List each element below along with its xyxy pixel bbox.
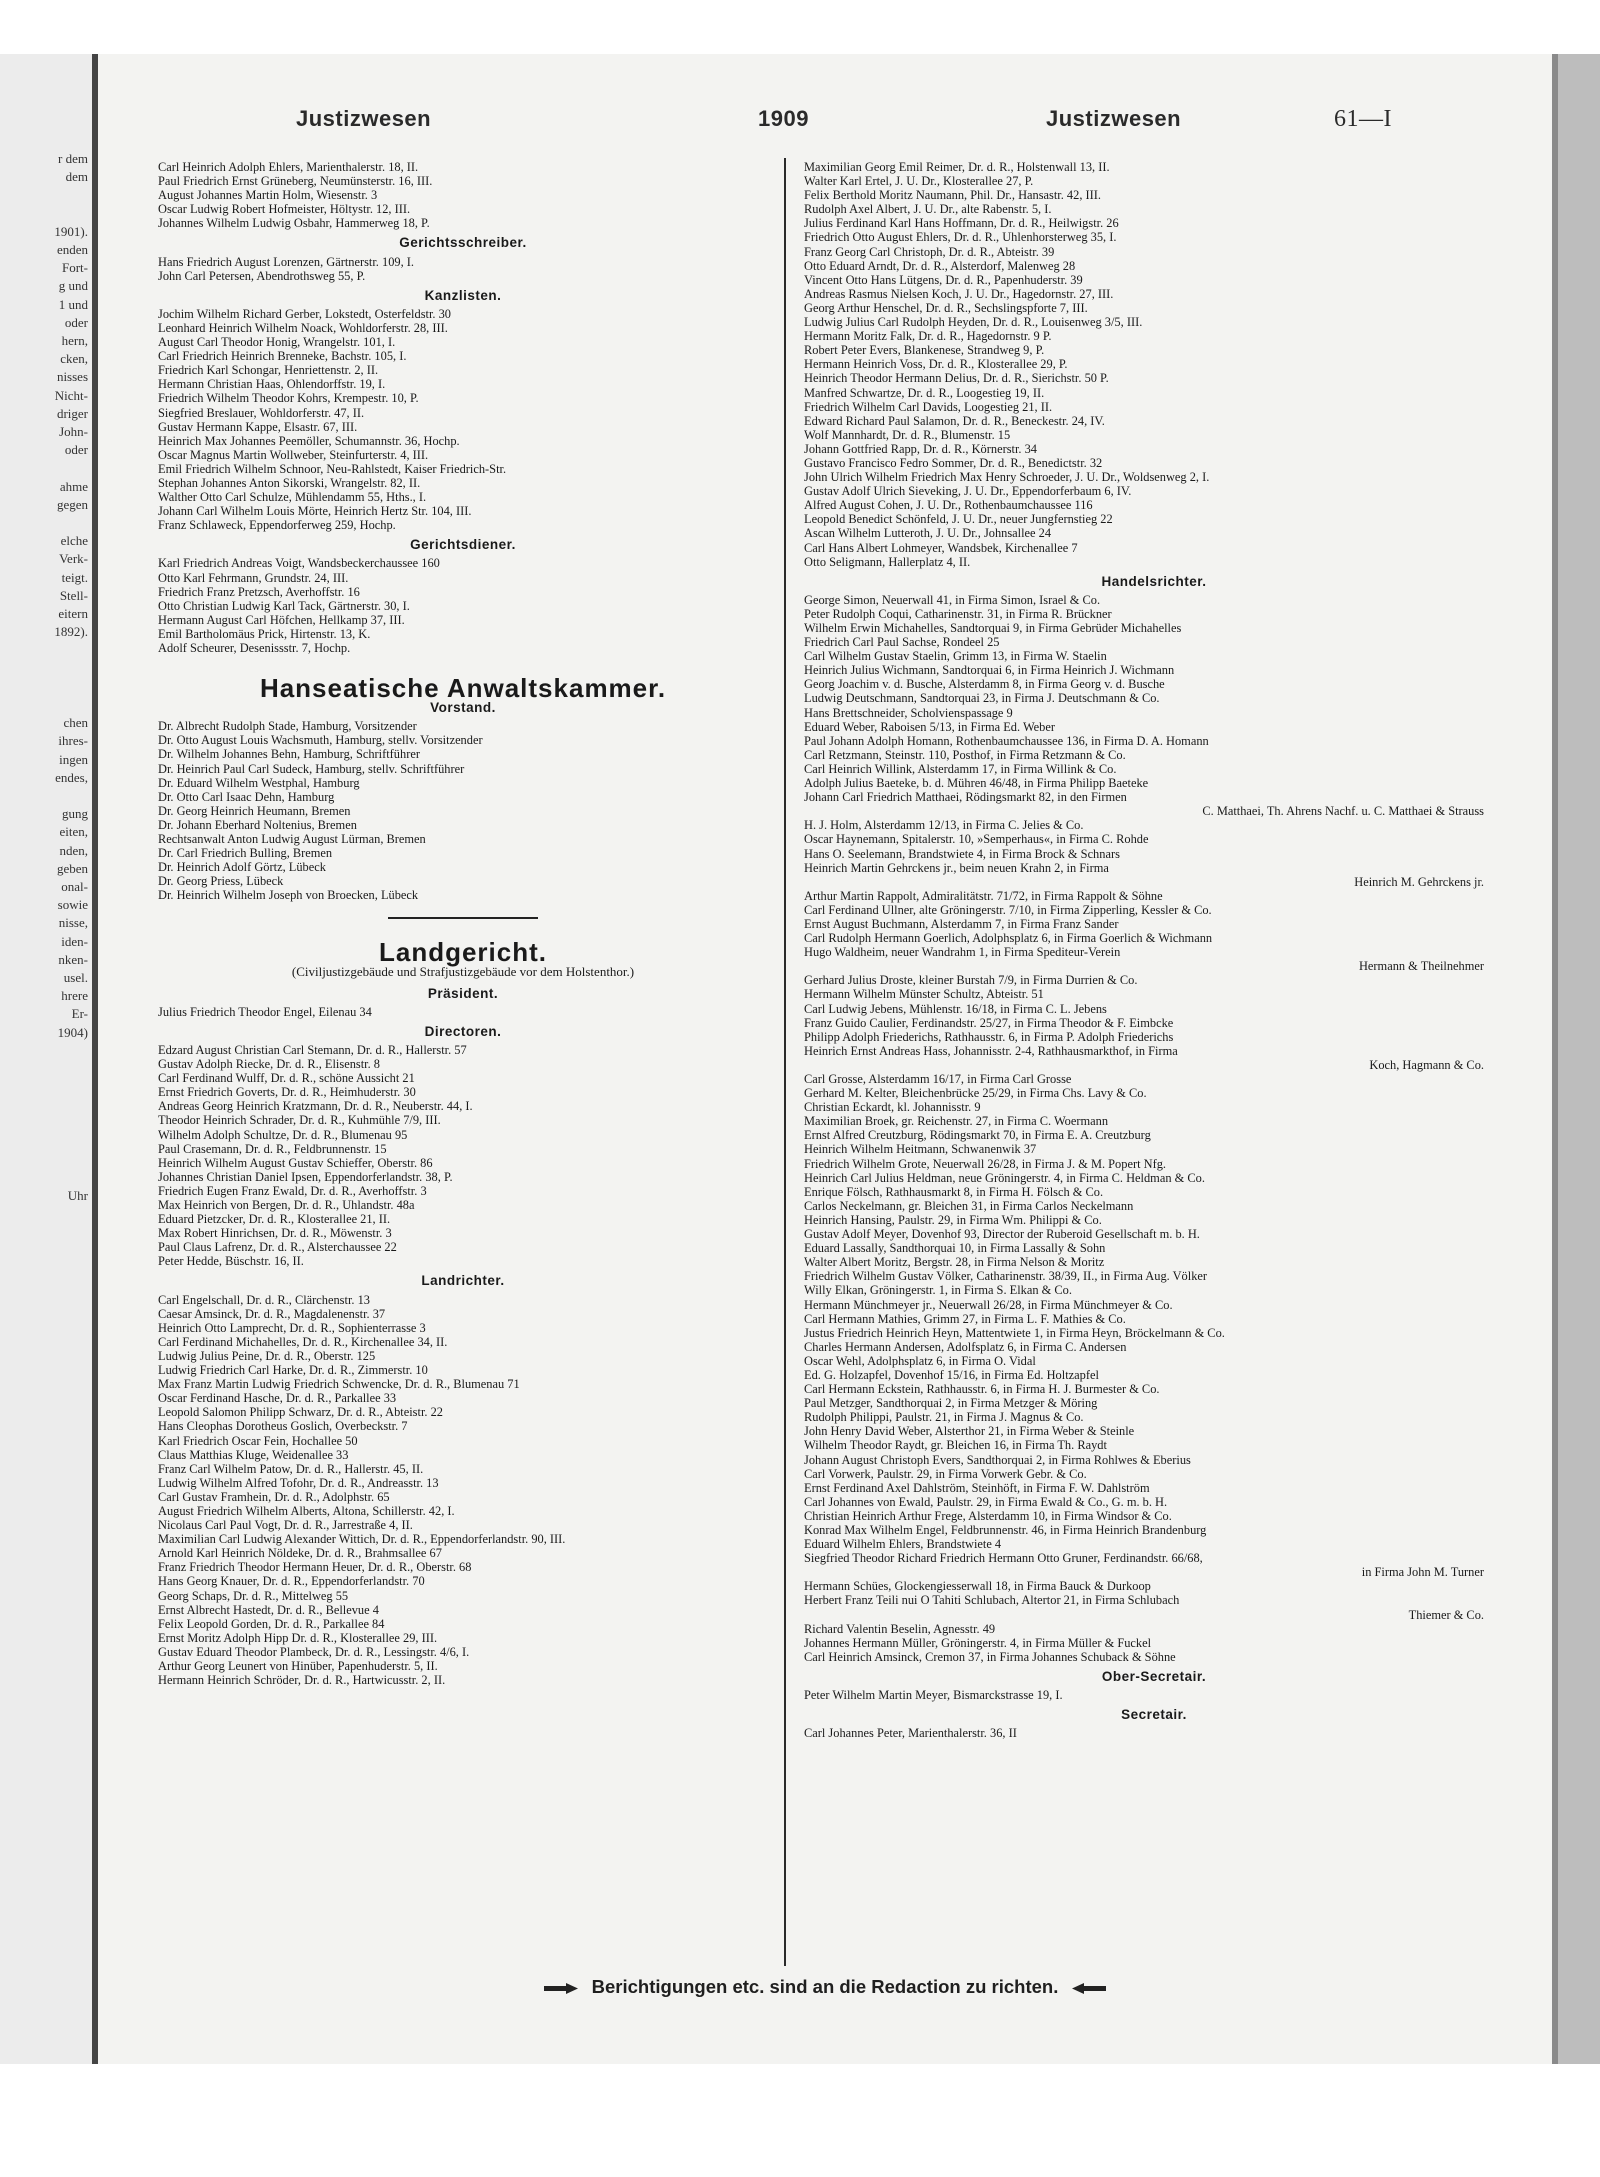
directory-entry: Karl Friedrich Oscar Fein, Hochallee 50 [158,1433,358,1448]
directory-entry: Friedrich Karl Schongar, Henriettenstr. 2, II. [158,363,379,378]
directory-entry: Oscar Ludwig Robert Hofmeister, Höltystr. 12, III. [158,202,411,217]
directory-entry: Arthur Martin Rappolt, Admiralitätstr. 71/72, in Firma Rappolt & Söhne [804,888,1163,903]
page [98,54,1552,2064]
directory-entry: August Carl Theodor Honig, Wrangelstr. 101, I. [158,335,396,350]
directory-entry: Emil Bartholomäus Prick, Hirtenstr. 13, K. [158,626,371,641]
directory-entry: Otto Eduard Arndt, Dr. d. R., Alsterdorf, Malenweg 28 [804,258,1076,273]
directory-entry: Arthur Georg Leunert von Hinüber, Papenhuderstr. 5, II. [158,1659,438,1673]
directory-entry: John Carl Petersen, Abendrothsweg 55, P. [158,268,366,283]
directory-entry: Dr. Georg Heinrich Heumann, Bremen [158,803,351,818]
directory-entry: Stephan Johannes Anton Sikorski, Wrangelstr. 82, II. [158,475,421,490]
facing-page-fragment: Fort- [62,260,88,276]
pointing-hand-right-icon [544,1983,578,1994]
directory-entry: Georg Arthur Henschel, Dr. d. R., Sechslingspforte 7, III. [804,300,1088,315]
entry-continuation: Hermann & Theilnehmer [1358,959,1484,974]
directory-entry: Hans Cleophas Dorotheus Goslich, Overbeckstr. 7 [158,1419,408,1434]
directory-entry: Vincent Otto Hans Lütgens, Dr. d. R., Papenhuderstr. 39 [804,272,1083,287]
directory-entry: Peter Hedde, Büschstr. 16, II. [158,1254,304,1269]
directory-entry: Carl Ferdinand Michahelles, Dr. d. R., Kirchenallee 34, II. [158,1334,448,1349]
facing-page-fragment: 1 und [58,296,88,312]
running-header [98,106,1552,136]
directory-entry: Wilhelm Theodor Raydt, gr. Bleichen 16, in Firma Th. Raydt [804,1438,1107,1453]
directory-entry: Maximilian Carl Ludwig Alexander Wittich, Dr. d. R., Eppendorferlandstr. 90, III. [158,1532,566,1547]
directory-entry: Ernst Ferdinand Axel Dahlström, Steinhöft, in Firma F. W. Dahlström [804,1480,1150,1495]
directory-entry: Leopold Benedict Schönfeld, J. U. Dr., neuer Jungfernstieg 22 [804,512,1113,527]
directory-entry: Hugo Waldheim, neuer Wandrahm 1, in Firma Spediteur-Verein [804,945,1121,960]
directory-entry: Johannes Wilhelm Ludwig Osbahr, Hammerweg 18, P. [158,216,430,231]
directory-entry: Oscar Ferdinand Hasche, Dr. d. R., Parkallee 33 [158,1391,397,1406]
directory-entry: Carl Heinrich Willink, Alsterdamm 17, in Firma Willink & Co. [804,761,1117,776]
facing-page-fragment: geben [56,860,88,876]
directory-entry: Arnold Karl Heinrich Nöldeke, Dr. d. R., Brahmsallee 67 [158,1546,442,1561]
directory-entry: Franz Georg Carl Christoph, Dr. d. R., Abteistr. 39 [804,244,1055,259]
directory-entry: Heinrich Carl Julius Heldman, neue Gröningerstr. 4, in Firma C. Heldman & Co. [804,1170,1205,1185]
directory-entry: Hermann Moritz Falk, Dr. d. R., Hagedornstr. 9 P. [804,329,1052,344]
directory-entry: Willy Elkan, Gröningerstr. 1, in Firma S. Elkan & Co. [804,1283,1072,1298]
directory-entry: Carl Hans Albert Lohmeyer, Wandsbek, Kirchenallee 7 [804,540,1078,555]
directory-entry: Konrad Max Wilhelm Engel, Feldbrunnenstr. 46, in Firma Heinrich Brandenburg [804,1523,1207,1537]
directory-entry: Dr. Heinrich Adolf Görtz, Lübeck [158,860,326,875]
facing-page-fragment: nden, [59,842,88,858]
directory-entry: Otto Karl Fehrmann, Grundstr. 24, III. [158,570,349,585]
directory-entry: Andreas Georg Heinrich Kratzmann, Dr. d. R., Neuberstr. 44, I. [158,1099,473,1114]
directory-entry: Robert Peter Evers, Blankenese, Strandweg 9, P. [804,343,1045,358]
directory-entry: Johann Carl Wilhelm Louis Mörte, Heinrich Hertz Str. 104, III. [158,504,472,519]
directory-entry: Carl Heinrich Adolph Ehlers, Marienthalerstr. 18, II. [158,160,419,174]
directory-entry: Gustav Hermann Kappe, Elsastr. 67, III. [158,419,358,434]
directory-entry: Andreas Rasmus Nielsen Koch, J. U. Dr., Hagedornstr. 27, III. [804,286,1114,301]
directory-entry: Carl Ferdinand Wulff, Dr. d. R., schöne Aussicht 21 [158,1071,415,1086]
scan-right-margin [1552,54,1600,2064]
column-divider [784,158,786,1966]
page-edge [1552,54,1558,2064]
directory-entry: Maximilian Broek, gr. Reichenstr. 27, in Firma C. Woermann [804,1114,1109,1129]
directory-entry: Gustavo Francisco Fedro Sommer, Dr. d. R., Benedictstr. 32 [804,455,1103,470]
facing-page-fragment: hern, [61,333,88,348]
directory-entry: Peter Rudolph Coqui, Catharinenstr. 31, in Firma R. Brückner [804,606,1112,621]
directory-entry: Enrique Fölsch, Rathhausmarkt 8, in Firma H. Fölsch & Co. [804,1184,1104,1199]
directory-entry: Carl Hermann Mathies, Grimm 27, in Firma L. F. Mathies & Co. [804,1311,1126,1326]
entry-continuation: Heinrich M. Gehrckens jr. [1354,874,1484,889]
directory-entry: Ludwig Julius Carl Rudolph Heyden, Dr. d. R., Louisenweg 3/5, III. [804,315,1143,330]
directory-entry: Carl Ludwig Jebens, Mühlenstr. 16/18, in Firma C. L. Jebens [804,1001,1107,1016]
directory-entry: Alfred August Cohen, J. U. Dr., Rothenbaumchaussee 116 [804,498,1093,513]
facing-page-fragment: hrere [61,988,88,1004]
directory-entry: Walther Otto Carl Schulze, Mühlendamm 55, Hths., I. [158,490,427,505]
section-heading: Handelsrichter. [1101,573,1207,589]
directory-entry: Nicolaus Carl Paul Vogt, Dr. d. R., Jarrestraße 4, II. [158,1518,413,1533]
directory-entry: Carl Ferdinand Ullner, alte Gröningerstr. 7/10, in Firma Zipperling, Kessler & Co. [804,902,1212,917]
directory-entry: Paul Claus Lafrenz, Dr. d. R., Alsterchaussee 22 [158,1240,397,1255]
header-right: Justizwesen [1046,106,1182,131]
directory-entry: Carl Johannes Peter, Marienthalerstr. 36, II [804,1726,1017,1741]
directory-entry: Friedrich Otto August Ehlers, Dr. d. R., Uhlenhorsterweg 35, I. [804,230,1117,245]
directory-entry: Johannes Hermann Müller, Gröningerstr. 4, in Firma Müller & Fuckel [804,1635,1152,1650]
section-heading: Ober-Secretair. [1101,1668,1207,1684]
directory-entry: Carlos Neckelmann, gr. Bleichen 31, in Firma Carlos Neckelmann [804,1198,1134,1213]
section-heading: Gerichtsdiener. [410,537,516,553]
facing-page-fragment: usel. [63,970,88,985]
directory-entry: Justus Friedrich Heinrich Heyn, Mattentwiete 1, in Firma Heyn, Bröckelmann & Co. [804,1325,1225,1340]
section-heading: Secretair. [1121,1707,1187,1723]
directory-entry: Carl Hermann Eckstein, Rathhausstr. 6, in Firma H. J. Burmester & Co. [804,1382,1160,1397]
facing-page-fragment: ihres- [58,733,88,749]
directory-entry: Max Heinrich von Bergen, Dr. d. R., Uhlandstr. 48a [158,1198,415,1212]
directory-entry: Carl Vorwerk, Paulstr. 29, in Firma Vorwerk Gebr. & Co. [804,1466,1087,1481]
directory-entry: Dr. Johann Eberhard Noltenius, Bremen [158,817,357,832]
directory-entry: Ernst Alfred Creutzburg, Rödingsmarkt 70, in Firma E. A. Creutzburg [804,1128,1151,1143]
directory-entry: Carl Heinrich Amsinck, Cremon 37, in Firma Johannes Schuback & Söhne [804,1649,1176,1664]
directory-entry: Dr. Georg Priess, Lübeck [158,874,284,889]
directory-entry: Otto Christian Ludwig Karl Tack, Gärtnerstr. 30, I. [158,598,410,613]
directory-entry: Hermann Schües, Glockengiesserwall 18, in Firma Bauck & Durkoop [804,1579,1151,1594]
directory-entry: Hans O. Seelemann, Brandstwiete 4, in Firma Brock & Schnars [804,846,1120,861]
facing-page-fragment: gung [62,806,88,822]
directory-entry: Heinrich Ernst Andreas Hass, Johannisstr. 2-4, Rathhausmarkthof, in Firma [804,1043,1178,1058]
directory-entry: Ernst Moritz Adolph Hipp Dr. d. R., Klosterallee 29, III. [158,1630,438,1645]
directory-entry: Siegfried Theodor Richard Friedrich Hermann Otto Gruner, Ferdinandstr. 66/68, [804,1551,1203,1566]
directory-entry: Johann August Christoph Evers, Sandthorquai 2, in Firma Rohlwes & Eberius [804,1452,1191,1467]
directory-entry: Felix Berthold Moritz Naumann, Phil. Dr., Hansastr. 42, III. [804,188,1101,203]
directory-entry: Dr. Carl Friedrich Bulling, Bremen [158,846,333,861]
directory-entry: Christian Eckardt, kl. Johannisstr. 9 [804,1100,981,1115]
facing-page-fragment: cken, [60,351,88,367]
facing-page-fragment: ahme [59,478,88,494]
directory-entry: Rudolph Philippi, Paulstr. 21, in Firma J. Magnus & Co. [804,1410,1084,1425]
directory-entry: Gustav Eduard Theodor Plambeck, Dr. d. R., Lessingstr. 4/6, I. [158,1644,470,1659]
directory-entry: Gerhard Julius Droste, kleiner Burstah 7/9, in Firma Durrien & Co. [804,973,1138,988]
facing-page-fragment: Er- [71,1006,88,1022]
directory-entry: Friedrich Carl Paul Sachse, Rondeel 25 [804,635,1000,650]
directory-entry: Felix Leopold Gorden, Dr. d. R., Parkallee 84 [158,1616,385,1631]
directory-entry: John Henry David Weber, Alsterthor 21, in Firma Weber & Steinle [804,1424,1135,1439]
directory-entry: Wilhelm Erwin Michahelles, Sandtorquai 9, in Firma Gebrüder Michahelles [804,621,1182,635]
facing-page-fragment: r dem [58,151,88,166]
directory-entry: Friedrich Wilhelm Grote, Neuerwall 26/28, in Firma J. & M. Popert Nfg. [804,1156,1166,1171]
directory-entry: Friedrich Wilhelm Carl Davids, Loogestieg 21, II. [804,399,1053,414]
directory-entry: Philipp Adolph Friederichs, Rathhausstr. 6, in Firma P. Adolph Friederichs [804,1029,1174,1044]
directory-entry: Wilhelm Adolph Schultze, Dr. d. R., Blumenau 95 [158,1127,408,1142]
directory-entry: Gustav Adolph Riecke, Dr. d. R., Elisenstr. 8 [158,1057,380,1072]
facing-page-fragment: teigt. [61,569,88,585]
directory-entry: George Simon, Neuerwall 41, in Firma Simon, Israel & Co. [804,592,1101,607]
directory-entry: Dr. Eduard Wilhelm Westphal, Hamburg [158,775,360,790]
directory-entry: Julius Friedrich Theodor Engel, Eilenau 34 [158,1004,372,1019]
directory-entry: Eduard Weber, Raboisen 5/13, in Firma Ed. Weber [804,719,1055,734]
facing-page-fragment: nken- [58,951,88,967]
directory-entry: Dr. Otto Carl Isaac Dehn, Hamburg [158,789,335,804]
directory-entry: Caesar Amsinck, Dr. d. R., Magdalenenstr. 37 [158,1306,386,1321]
directory-entry: Julius Ferdinand Karl Hans Hoffmann, Dr. d. R., Heilwigstr. 26 [804,216,1119,231]
facing-page-fragment: Uhr [67,1188,88,1204]
facing-page-fragment: eiten, [59,824,88,840]
directory-entry: Friedrich Franz Pretzsch, Averhoffstr. 16 [158,584,360,599]
facing-page-fragment: Verk- [59,551,88,567]
directory-entry: Christian Heinrich Arthur Frege, Alsterdamm 10, in Firma Windsor & Co. [804,1508,1172,1523]
section-heading: Kanzlisten. [424,287,502,303]
directory-entry: H. J. Holm, Alsterdamm 12/13, in Firma C. Jelies & Co. [804,818,1084,833]
directory-entry: Karl Friedrich Andreas Voigt, Wandsbeckerchaussee 160 [158,556,440,571]
directory-entry: Heinrich Max Johannes Peemöller, Schumannstr. 36, Hochp. [158,433,460,448]
directory-entry: Hermann Heinrich Voss, Dr. d. R., Klosterallee 29, P. [804,357,1068,372]
entry-continuation: C. Matthaei, Th. Ahrens Nachf. u. C. Matthaei & Strauss [1202,804,1484,819]
directory-entry: Max Robert Hinrichsen, Dr. d. R., Möwenstr. 3 [158,1226,392,1241]
directory-entry: Leopold Salomon Philipp Schwarz, Dr. d. R., Abteistr. 22 [158,1405,443,1420]
scan-bottom-margin [0,2064,1600,2177]
directory-entry: Ernst Albrecht Hastedt, Dr. d. R., Bellevue 4 [158,1602,379,1617]
directory-entry: Paul Johann Adolph Homann, Rothenbaumchaussee 136, in Firma D. A. Homann [804,733,1209,748]
facing-page-fragment: 1901). [54,223,88,239]
facing-page-strip [0,54,98,2064]
directory-entry: Eduard Pietzcker, Dr. d. R., Klosterallee 21, II. [158,1212,391,1227]
directory-entry: Hermann Münchmeyer jr., Neuerwall 26/28, in Firma Münchmeyer & Co. [804,1297,1173,1312]
facing-page-fragment: oder [64,314,88,330]
directory-entry: Ludwig Friedrich Carl Harke, Dr. d. R., Zimmerstr. 10 [158,1363,428,1378]
entry-continuation: Koch, Hagmann & Co. [1369,1057,1484,1072]
facing-page-fragment: ingen [59,751,88,767]
directory-entry: Richard Valentin Beselin, Agnesstr. 49 [804,1621,996,1636]
facing-page-fragment: iden- [61,933,88,949]
directory-entry: Oscar Haynemann, Spitalerstr. 10, »Semperhaus«, in Firma C. Rohde [804,832,1149,847]
directory-entry: Johann Carl Friedrich Matthaei, Rödingsmarkt 82, in den Firmen [804,790,1127,805]
directory-entry: Dr. Heinrich Wilhelm Joseph von Broecken, Lübeck [158,888,419,903]
directory-entry: Franz Friedrich Theodor Hermann Heuer, Dr. d. R., Oberstr. 68 [158,1560,472,1575]
directory-entry: Hermann August Carl Höfchen, Hellkamp 37, III. [158,612,405,627]
facing-page-fragment: sowie [57,897,88,913]
directory-entry: Paul Metzger, Sandthorquai 2, in Firma Metzger & Möring [804,1396,1098,1411]
directory-entry: Hans Brettschneider, Scholvienspassage 9 [804,705,1013,720]
header-left: Justizwesen [296,106,432,131]
directory-entry: Gustav Adolf Meyer, Dovenhof 93, Director der Ruberoid Gesellschaft m. b. H. [804,1227,1200,1242]
right-column [804,160,1504,1740]
left-column [158,160,768,1687]
directory-entry: Carl Rudolph Hermann Goerlich, Adolphsplatz 6, in Firma Goerlich & Wichmann [804,931,1213,946]
section-heading: Vorstand. [430,700,496,716]
directory-entry: Rechtsanwalt Anton Ludwig August Lürman, Bremen [158,832,426,847]
directory-entry: Carl Johannes von Ewald, Paulstr. 29, in Firma Ewald & Co., G. m. b. H. [804,1494,1168,1509]
directory-entry: Ernst Friedrich Goverts, Dr. d. R., Heimhuderstr. 30 [158,1085,416,1100]
directory-entry: Maximilian Georg Emil Reimer, Dr. d. R., Holstenwall 13, II. [804,160,1110,174]
directory-entry: Ascan Wilhelm Lutteroth, J. U. Dr., Johnsallee 24 [804,526,1052,541]
directory-entry: Adolph Julius Baeteke, b. d. Mühren 46/48, in Firma Philipp Baeteke [804,776,1149,791]
directory-entry: Heinrich Martin Gehrckens jr., beim neuen Krahn 2, in Firma [804,860,1109,875]
header-year: 1909 [758,106,809,131]
directory-entry: Friedrich Wilhelm Theodor Kohrs, Krempestr. 10, P. [158,391,419,406]
facing-page-fragment: onal- [61,879,88,894]
facing-page-fragment: elche [60,533,88,549]
entry-continuation: in Firma John M. Turner [1361,1565,1484,1580]
directory-entry: Carl Grosse, Alsterdamm 16/17, in Firma Carl Grosse [804,1072,1072,1086]
directory-entry: Georg Joachim v. d. Busche, Alsterdamm 8, in Firma Georg v. d. Busche [804,677,1165,692]
main-heading: Hanseatische Anwaltskammer. [259,673,667,704]
facing-page-fragment: 1892). [54,624,88,640]
directory-entry: Carl Gustav Framhein, Dr. d. R., Adolphstr. 65 [158,1489,390,1504]
directory-entry: Franz Carl Wilhelm Patow, Dr. d. R., Hallerstr. 45, II. [158,1461,424,1476]
scan-top-margin [0,0,1600,54]
directory-entry: Paul Crasemann, Dr. d. R., Feldbrunnenstr. 15 [158,1141,387,1156]
directory-entry: Gustav Adolf Ulrich Sieveking, J. U. Dr., Eppendorferbaum 6, IV. [804,484,1132,499]
directory-entry: Walter Karl Ertel, J. U. Dr., Klosterallee 27, P. [804,174,1034,189]
directory-entry: Franz Schlaweck, Eppendorferweg 259, Hochp. [158,518,396,533]
directory-entry: Otto Seligmann, Hallerplatz 4, II. [804,554,971,569]
directory-entry: Theodor Heinrich Schrader, Dr. d. R., Kuhmühle 7/9, III. [158,1113,441,1128]
directory-entry: John Ulrich Wilhelm Friedrich Max Henry Schroeder, J. U. Dr., Woldsenweg 2, I. [804,470,1210,485]
directory-entry: Eduard Wilhelm Ehlers, Brandstwiete 4 [804,1537,1002,1552]
directory-entry: Heinrich Theodor Hermann Delius, Dr. d. R., Sierichstr. 50 P. [804,371,1109,386]
section-heading: Directoren. [424,1023,502,1039]
facing-page-fragment: chen [63,715,88,731]
directory-entry: August Friedrich Wilhelm Alberts, Altona, Schillerstr. 42, I. [158,1503,455,1518]
directory-entry: Gerhard M. Kelter, Bleichenbrücke 25/29, in Firma Chs. Lavy & Co. [804,1086,1147,1101]
facing-page-fragment: gegen [56,496,88,512]
directory-entry: Ludwig Wilhelm Alfred Tofohr, Dr. d. R., Andreasstr. 13 [158,1475,439,1490]
directory-entry: Hermann Christian Haas, Ohlendorffstr. 19, I. [158,377,386,392]
footer-text: Berichtigungen etc. sind an die Redaction zu richten. [591,1976,1059,1997]
directory-entry: Johannes Christian Daniel Ipsen, Eppendorferlandstr. 38, P. [158,1169,453,1184]
directory-entry: Emil Friedrich Wilhelm Schnoor, Neu-Rahlstedt, Kaiser Friedrich-Str. [158,461,507,476]
directory-entry: Paul Friedrich Ernst Grüneberg, Neumünsterstr. 16, III. [158,174,433,189]
directory-entry: Charles Hermann Andersen, Adolfsplatz 6, in Firma C. Andersen [804,1339,1127,1354]
directory-entry: Heinrich Otto Lamprecht, Dr. d. R., Sophienterrasse 3 [158,1320,426,1335]
directory-entry: Georg Schaps, Dr. d. R., Mittelweg 55 [158,1588,349,1603]
facing-page-fragment: g und [58,278,88,294]
facing-page-fragment: eitern [58,606,88,621]
directory-entry: Adolf Scheurer, Desenissstr. 7, Hochp. [158,641,351,655]
directory-entry: Jochim Wilhelm Richard Gerber, Lokstedt, Osterfeldstr. 30 [158,306,451,321]
directory-entry: Heinrich Julius Wichmann, Sandtorquai 6, in Firma Heinrich J. Wichmann [804,663,1175,678]
directory-entry: Manfred Schwartze, Dr. d. R., Loogestieg 19, II. [804,385,1045,400]
directory-entry: Hermann Wilhelm Münster Schultz, Abteistr. 51 [804,987,1044,1002]
facing-page-fragment: nisse, [58,915,88,931]
directory-entry: Ed. G. Holzapfel, Dovenhof 15/16, in Firma Ed. Holtzapfel [804,1367,1099,1382]
directory-entry: Hans Georg Knauer, Dr. d. R., Eppendorferlandstr. 70 [158,1574,425,1589]
directory-entry: Friedrich Wilhelm Gustav Völker, Catharinenstr. 38/39, II., in Firma Aug. Völker [804,1269,1208,1284]
directory-entry: Oscar Magnus Martin Wollweber, Steinfurterstr. 4, III. [158,447,429,462]
directory-entry: Carl Retzmann, Steinstr. 110, Posthof, in Firma Retzmann & Co. [804,747,1126,762]
directory-entry: Ernst August Buchmann, Alsterdamm 7, in Firma Franz Sander [804,916,1119,931]
directory-entry: Dr. Albrecht Rudolph Stade, Hamburg, Vorsitzender [158,719,417,734]
directory-entry: August Johannes Martin Holm, Wiesenstr. 3 [158,188,378,203]
directory-entry: Hermann Heinrich Schröder, Dr. d. R., Hartwicusstr. 2, II. [158,1673,446,1688]
directory-entry: Walter Albert Moritz, Bergstr. 28, in Firma Nelson & Moritz [804,1255,1105,1270]
pointing-hand-left-icon [1072,1983,1106,1994]
directory-entry: Dr. Otto August Louis Wachsmuth, Hamburg, stellv. Vorsitzender [158,733,483,748]
facing-page-fragment: driger [56,405,88,421]
facing-page-fragment: Nicht- [54,387,88,403]
directory-entry: Friedrich Eugen Franz Ewald, Dr. d. R., Averhoffstr. 3 [158,1183,427,1198]
directory-entry: Franz Guido Caulier, Ferdinandstr. 25/27, in Firma Theodor & F. Eimbcke [804,1015,1174,1030]
directory-entry: Heinrich Hansing, Paulstr. 29, in Firma Wm. Philippi & Co. [804,1212,1102,1227]
directory-entry: Carl Friedrich Heinrich Brenneke, Bachstr. 105, I. [158,349,407,364]
facing-page-fragment: Stell- [59,587,88,603]
directory-entry: Eduard Lassally, Sandthorquai 10, in Firma Lassally & Sohn [804,1241,1106,1256]
directory-entry: Oscar Wehl, Adolphsplatz 6, in Firma O. Vidal [804,1353,1036,1368]
facing-page-fragment: dem [65,169,88,185]
facing-page-fragment: nisses [56,369,88,385]
directory-entry: Claus Matthias Kluge, Weidenallee 33 [158,1447,349,1462]
heading-note: (Civiljustizgebäude und Strafjustizgebäude vor dem Holstenthor.) [291,963,635,979]
directory-entry: Dr. Heinrich Paul Carl Sudeck, Hamburg, stellv. Schriftführer [158,761,465,776]
directory-entry: Heinrich Wilhelm Heitmann, Schwanenwik 37 [804,1142,1037,1157]
directory-entry: Johann Gottfried Rapp, Dr. d. R., Körnerstr. 34 [804,441,1037,456]
page-number: 61—I [1334,106,1392,132]
directory-entry: Leonhard Heinrich Wilhelm Noack, Wohldorferstr. 28, III. [158,320,448,335]
section-heading: Präsident. [427,985,499,1001]
directory-entry: Herbert Franz Teili nui O Tahiti Schlubach, Altertor 21, in Firma Schlubach [804,1593,1180,1608]
directory-entry: Siegfried Breslauer, Wohldorferstr. 47, II. [158,405,365,420]
directory-entry: Hans Friedrich August Lorenzen, Gärtnerstr. 109, I. [158,254,415,269]
facing-page-fragment: oder [64,442,88,458]
facing-page-fragment: John- [59,424,88,439]
directory-entry: Dr. Wilhelm Johannes Behn, Hamburg, Schriftführer [158,747,420,762]
section-heading: Landrichter. [421,1273,505,1289]
directory-entry: Heinrich Wilhelm August Gustav Schieffer, Oberstr. 86 [158,1155,433,1170]
directory-entry: Edzard August Christian Carl Stemann, Dr. d. R., Hallerstr. 57 [158,1042,467,1057]
directory-entry: Ludwig Julius Peine, Dr. d. R., Oberstr. 125 [158,1348,376,1363]
separator-rule [388,917,538,919]
main-heading: Landgericht. [378,936,547,967]
directory-entry: Peter Wilhelm Martin Meyer, Bismarckstrasse 19, I. [804,1688,1063,1703]
facing-page-fragment: 1904) [57,1024,88,1040]
directory-entry: Wolf Mannhardt, Dr. d. R., Blumenstr. 15 [804,427,1011,442]
section-heading: Gerichtsschreiber. [399,235,527,251]
footer-note [98,1976,1552,1998]
entry-continuation: Thiemer & Co. [1408,1607,1484,1622]
directory-entry: Carl Engelschall, Dr. d. R., Clärchenstr. 13 [158,1292,370,1307]
directory-entry: Carl Wilhelm Gustav Staelin, Grimm 13, in Firma W. Staelin [804,649,1107,664]
directory-entry: Ludwig Deutschmann, Sandtorquai 23, in Firma J. Deutschmann & Co. [804,691,1160,706]
directory-entry: Max Franz Martin Ludwig Friedrich Schwencke, Dr. d. R., Blumenau 71 [158,1377,520,1392]
facing-page-fragment: enden [56,242,88,257]
directory-entry: Edward Richard Paul Salamon, Dr. d. R., Beneckestr. 24, IV. [804,413,1105,428]
directory-entry: Rudolph Axel Albert, J. U. Dr., alte Rabenstr. 5, I. [804,202,1052,217]
facing-page-fragment: endes, [55,769,88,785]
